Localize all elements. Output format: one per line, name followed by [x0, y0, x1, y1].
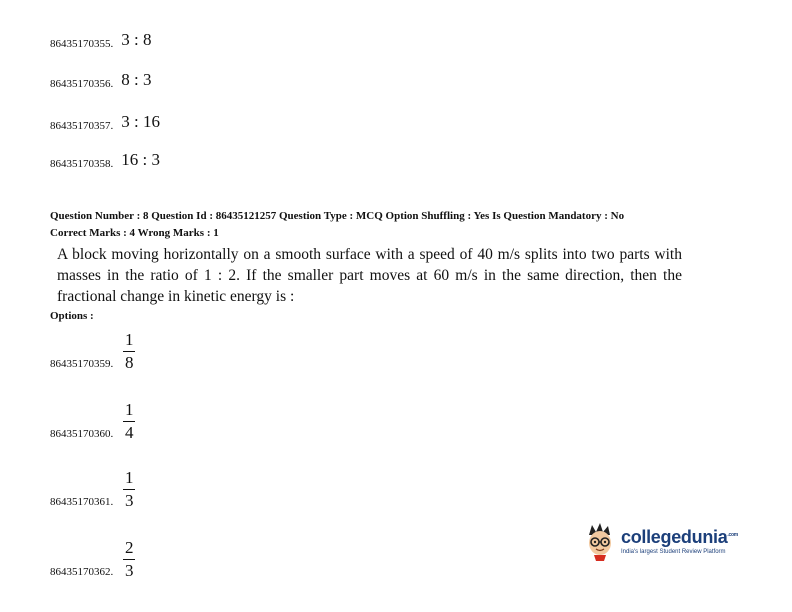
option-2	[50, 400, 135, 443]
option-3	[50, 468, 135, 511]
fraction	[123, 468, 135, 511]
option-id: 86435170361.	[50, 496, 114, 508]
brand-name: collegedunia$^{.com}$	[621, 527, 738, 547]
prev-option-2	[50, 70, 151, 90]
numerator: 1	[125, 330, 134, 349]
options-label: Options :	[50, 310, 94, 322]
fraction	[123, 330, 135, 373]
prev-option-3	[50, 112, 160, 132]
option-4	[50, 538, 135, 581]
collegedunia-logo	[583, 516, 753, 566]
option-value: 16 : 3	[121, 150, 160, 169]
denominator: 3	[125, 491, 134, 510]
fraction-bar	[123, 421, 135, 422]
denominator: 3	[125, 561, 134, 580]
numerator: 1	[125, 468, 134, 487]
brand-tagline: India's largest Student Review Platform	[621, 549, 726, 555]
denominator: 8	[125, 353, 134, 372]
option-id: 86435170359.	[50, 358, 114, 370]
denominator: 4	[125, 423, 134, 442]
logo-text	[621, 527, 738, 555]
option-id: 86435170355.	[50, 38, 114, 50]
numerator: 1	[125, 400, 134, 419]
option-value: 3 : 16	[121, 112, 160, 131]
question-text: A block moving horizontally on a smooth surface with a speed of 40 m/s splits into two parts with masses in the ratio of 1 : 2. If the smaller part moves at 60 m/s in the same direction, then the fractional change in kinetic energy is :	[57, 246, 682, 305]
option-id: 86435170357.	[50, 120, 114, 132]
prev-option-4	[50, 150, 160, 170]
numerator: 2	[125, 538, 134, 557]
question-meta: Question Number : 8 Question Id : 86435121257 Question Type : MCQ Option Shuffling : Yes Is Question Mandatory : No	[50, 210, 625, 222]
option-1	[50, 330, 135, 373]
fraction-bar	[123, 351, 135, 352]
fraction	[123, 538, 135, 581]
marks-meta: Correct Marks : 4 Wrong Marks : 1	[50, 227, 219, 239]
brand-suffix: .com	[727, 532, 738, 538]
prev-option-1	[50, 30, 151, 50]
fraction	[123, 400, 135, 443]
fraction-bar	[123, 559, 135, 560]
fraction-bar	[123, 489, 135, 490]
option-id: 86435170360.	[50, 428, 114, 440]
option-id: 86435170358.	[50, 158, 114, 170]
option-value: 8 : 3	[121, 70, 152, 89]
option-id: 86435170362.	[50, 566, 114, 578]
option-value: 3 : 8	[121, 30, 152, 49]
mascot-icon	[583, 521, 617, 561]
option-id: 86435170356.	[50, 78, 114, 90]
